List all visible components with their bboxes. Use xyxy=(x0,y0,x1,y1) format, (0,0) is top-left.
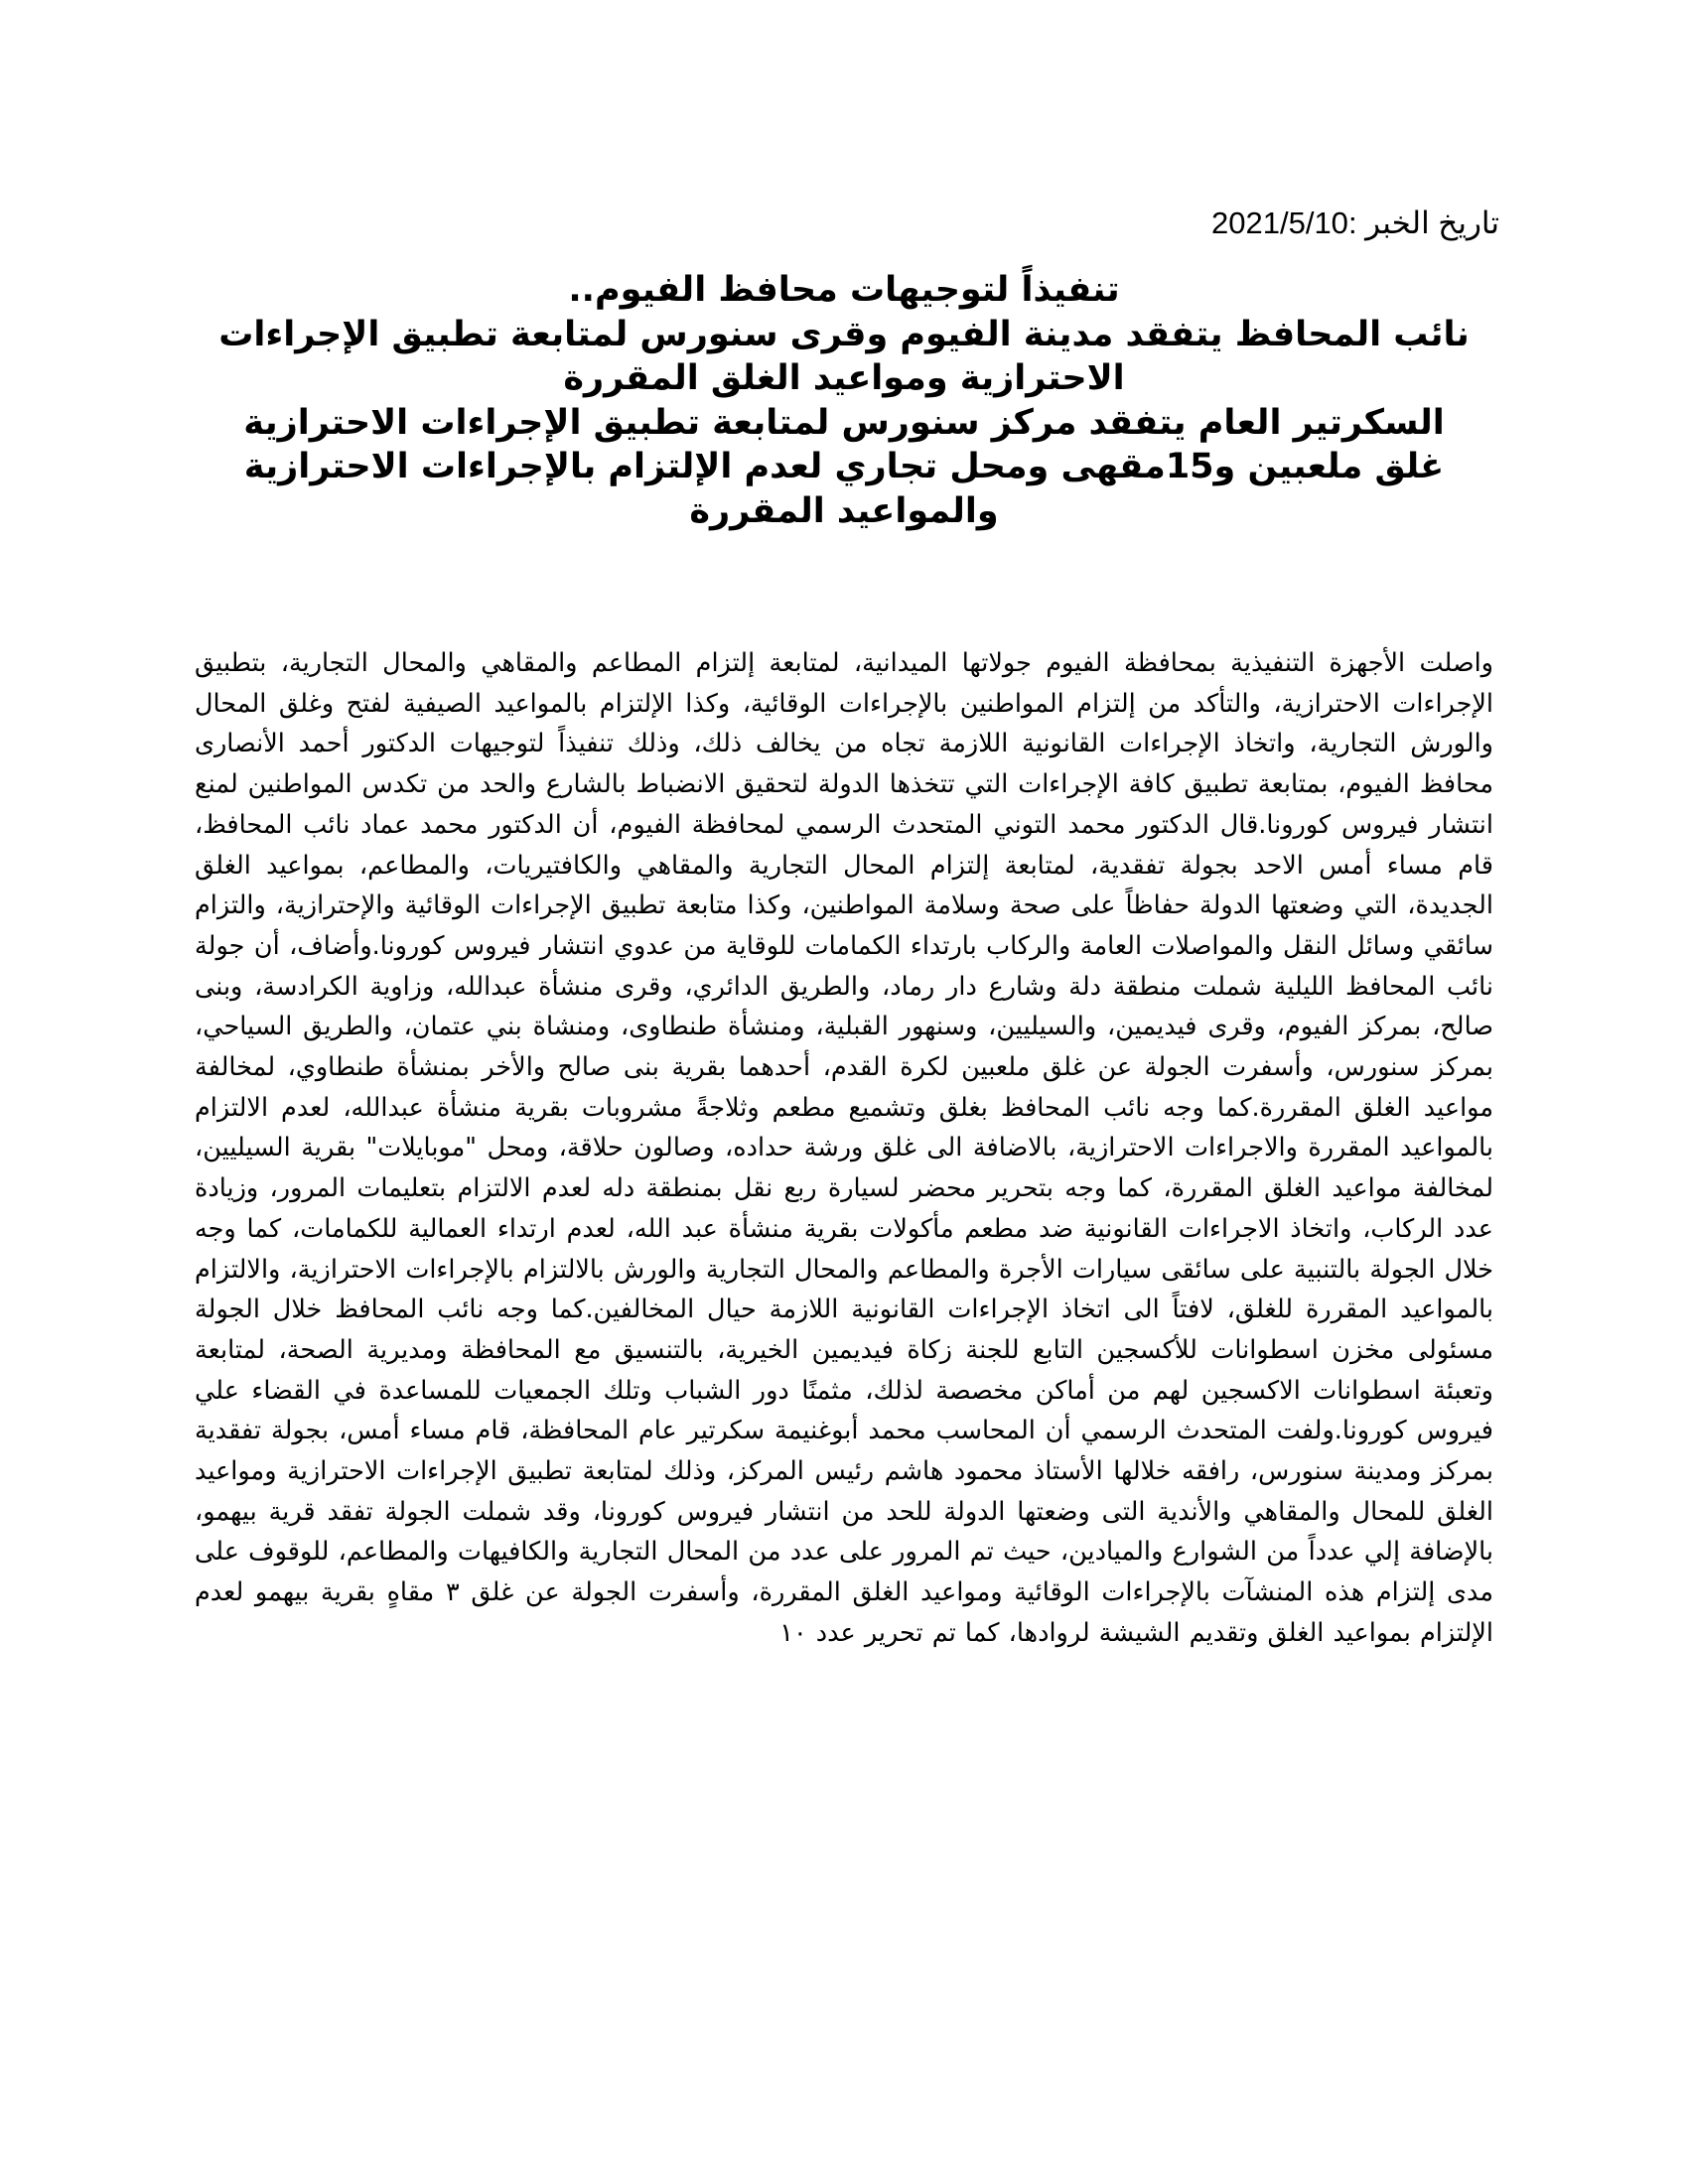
news-date: تاريخ الخبر :2021/5/10 xyxy=(1211,205,1499,240)
headline-line: غلق ملعبين و15مقهى ومحل تجاري لعدم الإلتزام بالإجراءات الاحترازية والمواعيد المقررة xyxy=(243,447,1445,531)
headline-line: تنفيذاً لتوجيهات محافظ الفيوم.. xyxy=(568,270,1120,310)
article-body: واصلت الأجهزة التنفيذية بمحافظة الفيوم جولاتها الميدانية، لمتابعة إلتزام المطاعم والمقاهي والمحال التجارية، بتطبيق الإجراءات الاحترازية، والتأكد من إلتزام المواطنين بالإجراءات الوقائية، وكذا الإلتزام بالمواعيد الصيفية لفتح وغلق المحال والورش التجارية، واتخاذ الإجراءات القانونية اللازمة تجاه من يخالف ذلك، وذلك تنفيذاً لتوجيهات الدكتور أحمد الأنصارى محافظ الفيوم، بمتابعة تطبيق كافة الإجراءات التي تتخذها الدولة لتحقيق الانضباط بالشارع والحد من تكدس المواطنين لمنع انتشار فيروس كورونا.قال الدكتور محمد التوني المتحدث الرسمي لمحافظة الفيوم، أن الدكتور محمد عماد نائب المحافظ، قام مساء أمس الاحد بجولة تفقدية، لمتابعة إلتزام المحال التجارية والمقاهي والكافتيريات، والمطاعم، بمواعيد الغلق الجديدة، التي وضعتها الدولة حفاظاً على صحة وسلامة المواطنين، وكذا متابعة تطبيق الإجراءات الوقائية والإحترازية، والتزام سائقي وسائل النقل والمواصلات العامة والركاب بارتداء الكمامات للوقاية من عدوي انتشار فيروس كورونا.وأضاف، أن جولة نائب المحافظ الليلية شملت منطقة دلة وشارع دار رماد، والطريق الدائري، وقرى منشأة عبدالله، وزاوية الكرادسة، وبنى صالح، بمركز الفيوم، وقرى فيديمين، والسيليين، وسنهور القبلية، ومنشأة طنطاوى، ومنشاة بني عتمان، والطريق السياحي، بمركز سنورس، وأسفرت الجولة عن غلق ملعبين لكرة القدم، أحدهما بقرية بنى صالح والأخر بمنشأة طنطاوي، لمخالفة مواعيد الغلق المقررة.كما وجه نائب المحافظ بغلق وتشميع مطعم وثلاجةً مشروبات بقرية منشأة عبدالله، لعدم الالتزام بالمواعيد المقررة والاجراءات الاحترازية، بالاضافة الى غلق ورشة حداده، وصالون حلاقة، ومحل "موبايلات" بقرية السيليين، لمخالفة مواعيد الغلق المقررة، كما وجه بتحرير محضر لسيارة ربع نقل بمنطقة دله لعدم الالتزام بتعليمات المرور، وزيادة عدد الركاب، واتخاذ الاجراءات القانونية ضد مطعم مأكولات بقرية منشأة عبد الله، لعدم ارتداء العمالية للكمامات، كما وجه خلال الجولة بالتنبية على سائقى سيارات الأجرة والمطاعم والمحال التجارية والورش بالالتزام بالإجراءات الاحترازية، والالتزام بالمواعيد المقررة للغلق، لافتاً الى اتخاذ الإجراءات القانونية اللازمة حيال المخالفين.كما وجه نائب المحافظ خلال الجولة مسئولى مخزن اسطوانات للأكسجين التابع للجنة زكاة فيديمين الخيرية، بالتنسيق مع المحافظة ومديرية الصحة، لمتابعة وتعبئة اسطوانات الاكسجين لهم من أماكن مخصصة لذلك، مثمنًا دور الشباب وتلك الجمعيات للمساعدة في القضاء علي فيروس كورونا.ولفت المتحدث الرسمي أن المحاسب محمد أبوغنيمة سكرتير عام المحافظة، قام مساء أمس، بجولة تفقدية بمركز ومدينة سنورس، رافقه خلالها الأستاذ محمود هاشم رئيس المركز، وذلك لمتابعة تطبيق الإجراءات الاحترازية ومواعيد الغلق للمحال والمقاهي والأندية التى وضعتها الدولة للحد من انتشار فيروس كورونا، وقد شملت الجولة تفقد قرية بيهمو، بالإضافة إلي عدداً من الشوارع والميادين، حيث تم المرور على عدد من المحال التجارية والكافيهات والمطاعم، للوقوف على مدى إلتزام هذه المنشآت بالإجراءات الوقائية ومواعيد الغلق المقررة، وأسفرت الجولة عن غلق ٣ مقاهٍ بقرية بيهمو لعدم الإلتزام بمواعيد الغلق وتقديم الشيشة لروادها، كما تم تحرير عدد ١٠ xyxy=(195,648,1493,1648)
headline-block xyxy=(189,268,1499,533)
headline-line: السكرتير العام يتفقد مركز سنورس لمتابعة تطبيق الإجراءات الاحترازية xyxy=(243,402,1445,443)
headline-line: نائب المحافظ يتفقد مدينة الفيوم وقرى سنورس لمتابعة تطبيق الإجراءات الاحترازية ومواعيد الغلق المقررة xyxy=(218,314,1470,398)
